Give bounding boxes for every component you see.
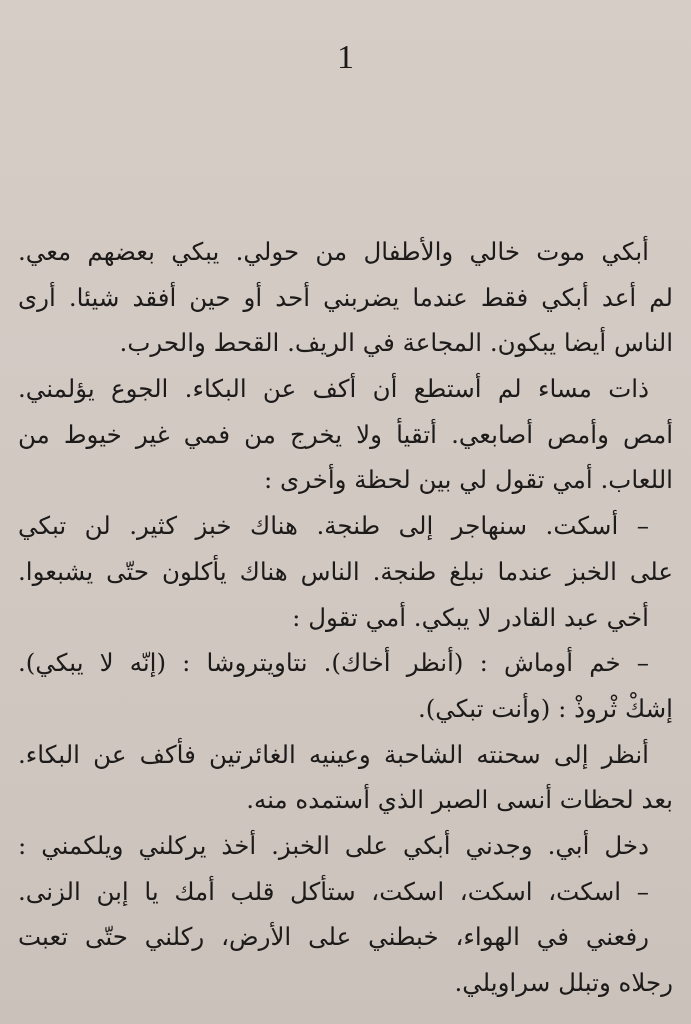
body-text xyxy=(18,229,673,1006)
text-line: – خم أوماش : (أنظر أخاك). نتاويتروشا : (إنّه لا يبكي). xyxy=(18,648,649,678)
text-line: دخل أبي. وجدني أبكي على الخبز. أخذ يركلني ويلكمني : xyxy=(18,830,649,860)
text-line: أخي عبد القادر لا يبكي. أمي تقول : xyxy=(292,602,649,632)
text-line: اللعاب. أمي تقول لي بين لحظة وأخرى : xyxy=(263,465,673,495)
text-line: بعد لحظات أنسى الصبر الذي أستمده منه. xyxy=(246,785,673,815)
page-number: 1 xyxy=(337,39,354,76)
text-line: – اسكت، اسكت، اسكت، ستأكل قلب أمك يا إبن الزنى. xyxy=(18,876,649,906)
text-line: ذات مساء لم أستطع أن أكف عن البكاء. الجوع يؤلمني. xyxy=(18,374,649,404)
text-line: الناس أيضا يبكون. المجاعة في الريف. القحط والحرب. xyxy=(119,328,673,358)
text-line: إشكْ ثْروذْ : (وأنت تبكي). xyxy=(417,693,673,723)
text-line: – أسكت. سنهاجر إلى طنجة. هناك خبز كثير. لن تبكي xyxy=(18,511,649,541)
text-line: رفعني في الهواء، خبطني على الأرض، ركلني حتّى تعبت xyxy=(18,922,649,952)
text-line: أمص وأمص أصابعي. أتقيأ ولا يخرج من فمي غير خيوط من xyxy=(18,419,673,449)
text-line: رجلاه وتبلل سراويلي. xyxy=(454,968,673,997)
text-line: أبكي موت خالي والأطفال من حولي. يبكي بعضهم معي. xyxy=(18,237,649,266)
text-line: على الخبز عندما نبلغ طنجة. الناس هناك يأكلون حتّى يشبعوا. xyxy=(18,556,673,586)
text-line: لم أعد أبكي فقط عندما يضربني أحد أو حين أفقد شيئا. أرى xyxy=(18,282,673,312)
text-line: أنظر إلى سحنته الشاحبة وعينيه الغائرتين فأكف عن البكاء. xyxy=(18,739,649,769)
